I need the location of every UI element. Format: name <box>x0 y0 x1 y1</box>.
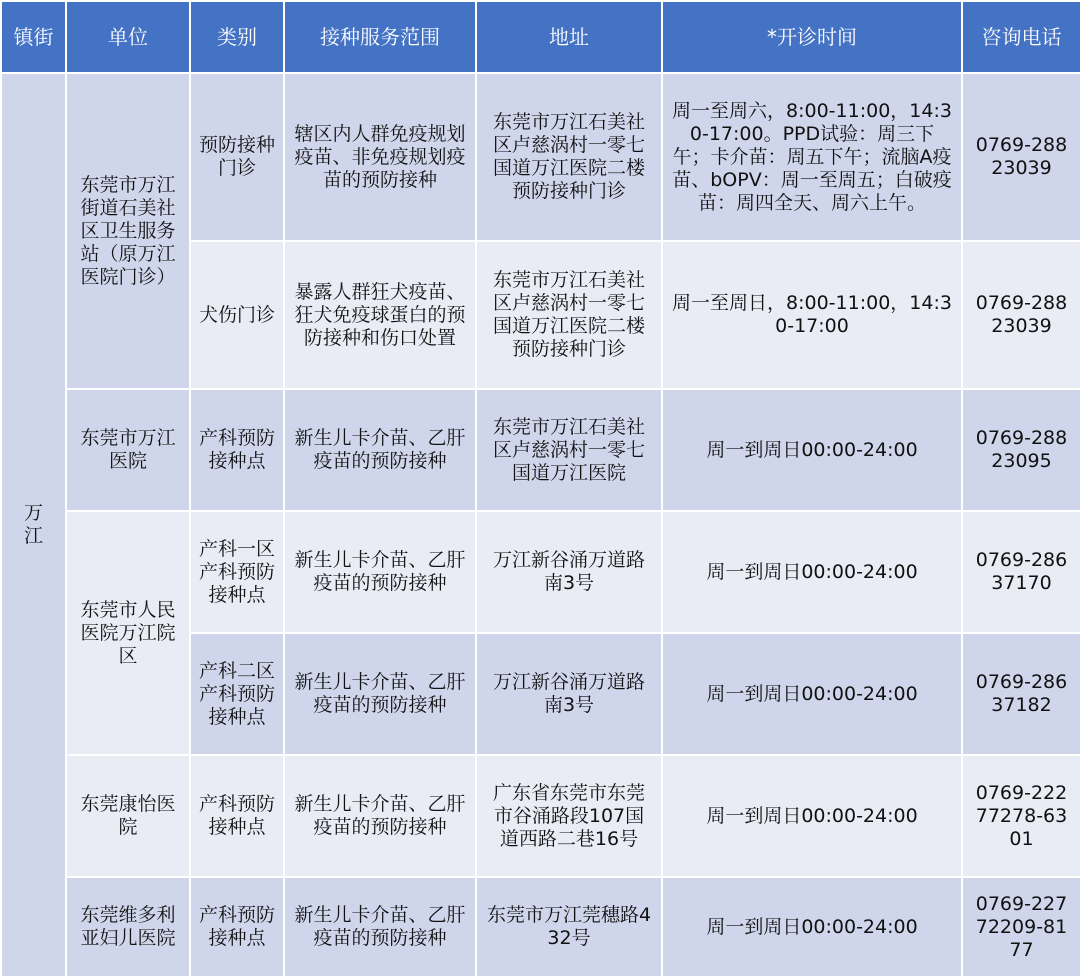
category-cell: 预防接种门诊 <box>190 73 284 241</box>
unit-cell: 东莞市万江街道石美社区卫生服务站（原万江医院门诊） <box>66 73 190 389</box>
address-cell: 东莞市万江石美社区卢慈涡村一零七国道万江医院 <box>476 389 662 511</box>
scope-cell: 新生儿卡介苗、乙肝疫苗的预防接种 <box>284 633 476 755</box>
unit-cell: 东莞市万江医院 <box>66 389 190 511</box>
unit-cell: 东莞康怡医院 <box>66 755 190 877</box>
category-cell: 产科二区产科预防接种点 <box>190 633 284 755</box>
phone-cell: 0769-22772209-8177 <box>962 877 1080 977</box>
table-row <box>1 389 1080 511</box>
category-cell: 产科预防接种点 <box>190 877 284 977</box>
hours-cell: 周一到周日00:00-24:00 <box>662 755 962 877</box>
header-address: 地址 <box>476 1 662 73</box>
town-cell: 万江 <box>1 73 66 977</box>
table-row <box>1 511 1080 633</box>
header-category: 类别 <box>190 1 284 73</box>
header-town: 镇街 <box>1 1 66 73</box>
header-row <box>1 1 1080 73</box>
header-hours: *开诊时间 <box>662 1 962 73</box>
category-cell: 产科一区产科预防接种点 <box>190 511 284 633</box>
hours-cell: 周一到周日00:00-24:00 <box>662 633 962 755</box>
scope-cell: 辖区内人群免疫规划疫苗、非免疫规划疫苗的预防接种 <box>284 73 476 241</box>
scope-cell: 新生儿卡介苗、乙肝疫苗的预防接种 <box>284 389 476 511</box>
phone-cell: 0769-28637170 <box>962 511 1080 633</box>
phone-cell: 0769-28823039 <box>962 241 1080 389</box>
phone-cell: 0769-22277278-6301 <box>962 755 1080 877</box>
address-cell: 万江新谷涌万道路南3号 <box>476 511 662 633</box>
scope-cell: 暴露人群狂犬疫苗、狂犬免疫球蛋白的预防接种和伤口处置 <box>284 241 476 389</box>
category-cell: 产科预防接种点 <box>190 389 284 511</box>
address-cell: 东莞市万江石美社区卢慈涡村一零七国道万江医院二楼预防接种门诊 <box>476 241 662 389</box>
header-phone: 咨询电话 <box>962 1 1080 73</box>
scope-cell: 新生儿卡介苗、乙肝疫苗的预防接种 <box>284 511 476 633</box>
hours-cell: 周一到周日00:00-24:00 <box>662 877 962 977</box>
category-cell: 产科预防接种点 <box>190 755 284 877</box>
table-row <box>1 877 1080 977</box>
phone-cell: 0769-28823039 <box>962 73 1080 241</box>
header-scope: 接种服务范围 <box>284 1 476 73</box>
scope-cell: 新生儿卡介苗、乙肝疫苗的预防接种 <box>284 755 476 877</box>
address-cell: 东莞市万江石美社区卢慈涡村一零七国道万江医院二楼预防接种门诊 <box>476 73 662 241</box>
table-row <box>1 73 1080 241</box>
table-row <box>1 755 1080 877</box>
hours-cell: 周一至周六，8:00-11:00，14:30-17:00。PPD试验：周三下午；卡介苗：周五下午；流脑A疫苗、bOPV：周一至周五；白破疫苗：周四全天、周六上午。 <box>662 73 962 241</box>
unit-cell: 东莞市人民医院万江院区 <box>66 511 190 755</box>
hours-cell: 周一到周日00:00-24:00 <box>662 389 962 511</box>
address-cell: 万江新谷涌万道路南3号 <box>476 633 662 755</box>
unit-cell: 东莞维多利亚妇儿医院 <box>66 877 190 977</box>
header-unit: 单位 <box>66 1 190 73</box>
phone-cell: 0769-28637182 <box>962 633 1080 755</box>
address-cell: 广东省东莞市东莞市谷涌路段107国道西路二巷16号 <box>476 755 662 877</box>
category-cell: 犬伤门诊 <box>190 241 284 389</box>
hours-cell: 周一到周日00:00-24:00 <box>662 511 962 633</box>
phone-cell: 0769-28823095 <box>962 389 1080 511</box>
hours-cell: 周一至周日，8:00-11:00，14:30-17:00 <box>662 241 962 389</box>
address-cell: 东莞市万江莞穗路432号 <box>476 877 662 977</box>
scope-cell: 新生儿卡介苗、乙肝疫苗的预防接种 <box>284 877 476 977</box>
